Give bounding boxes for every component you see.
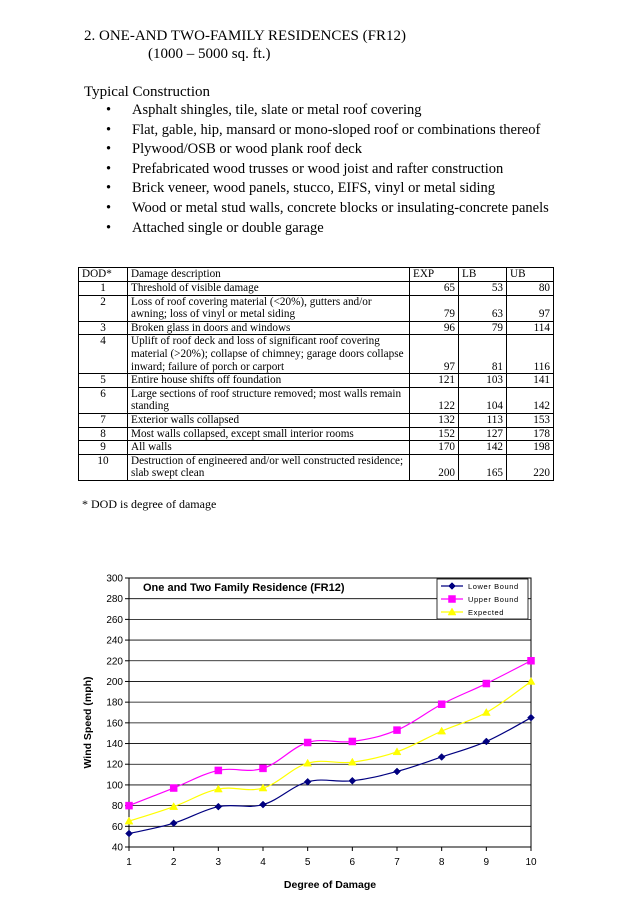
square-marker [483,680,490,687]
dod-cell: 9 [79,441,128,455]
list-item-text: Attached single or double garage [132,219,324,236]
y-tick-label: 80 [111,801,123,813]
exp-cell: 170 [410,441,459,455]
dod-cell: 1 [79,282,128,296]
lb-cell: 63 [459,295,507,321]
ub-cell: 178 [507,427,554,441]
description-cell: Destruction of engineered and/or well constructed residence; slab swept clean [128,454,410,480]
chart-title: One and Two Family Residence (FR12) [143,582,345,594]
lb-cell: 127 [459,427,507,441]
lb-cell: 113 [459,413,507,427]
table-row [79,282,554,296]
legend-label: Expected [468,608,505,617]
list-item [104,121,549,141]
x-axis-label: Degree of Damage [283,879,377,891]
dod-cell: 2 [79,295,128,321]
description-cell: Threshold of visible damage [128,282,410,296]
bullet-icon: • [106,102,112,118]
y-tick-label: 240 [106,635,123,647]
list-item-text: Asphalt shingles, tile, slate or metal roof covering [132,102,422,118]
diamond-marker [394,768,401,775]
ub-cell: 116 [507,335,554,374]
y-tick-label: 180 [106,697,123,709]
list-item-text: Prefabricated wood trusses or wood joist and rafter construction [132,160,504,177]
table-row [79,454,554,480]
list-item-text: Wood or metal stud walls, concrete blocks or insulating-concrete panels [132,199,549,216]
x-tick-label: 8 [438,857,445,868]
y-axis-label: Wind Speed (mph) [82,676,94,769]
table-row [79,387,554,413]
table-row [79,374,554,388]
exp-cell: 132 [410,413,459,427]
dod-cell: 3 [79,321,128,335]
square-marker [304,739,311,746]
ub-cell: 114 [507,321,554,335]
bullet-icon: • [106,121,112,138]
ub-cell: 153 [507,413,554,427]
y-tick-label: 100 [106,780,123,792]
diamond-marker [438,753,445,760]
description-cell: Loss of roof covering material (<20%), gutters and/or awning; loss of vinyl or metal siding [128,295,410,321]
square-marker [394,727,401,734]
diamond-marker [126,830,133,837]
wind-speed-chart [0,560,624,900]
exp-cell: 152 [410,427,459,441]
dod-cell: 10 [79,454,128,480]
ub-cell: 80 [507,282,554,296]
column-header-exp: EXP [410,268,459,282]
dod-cell: 8 [79,427,128,441]
square-marker [438,701,445,708]
exp-cell: 122 [410,387,459,413]
construction-heading: Typical Construction [84,84,211,100]
y-tick-label: 300 [106,573,123,585]
bullet-icon: • [106,180,112,197]
table-row [79,441,554,455]
chart-legend [437,579,528,619]
column-header-lb: LB [459,268,507,282]
list-item [104,160,549,180]
x-tick-label: 6 [349,857,356,868]
diamond-marker [260,801,267,808]
diamond-marker [528,714,535,721]
y-tick-label: 120 [106,759,123,771]
description-cell: Broken glass in doors and windows [128,321,410,335]
square-marker [126,802,133,809]
y-tick-label: 220 [106,656,123,668]
x-tick-label: 2 [170,857,177,868]
square-marker [215,767,222,774]
damage-table [78,267,554,481]
diamond-marker [215,803,222,810]
description-cell: Entire house shifts off foundation [128,374,410,388]
legend-label: Upper Bound [468,595,519,604]
ub-cell: 97 [507,295,554,321]
list-item [104,219,549,239]
page-title: 2. ONE-AND TWO-FAMILY RESIDENCES (FR12) [84,28,406,44]
column-header-description: Damage description [128,268,410,282]
square-marker [528,657,535,664]
x-tick-label: 5 [304,857,311,868]
x-tick-label: 9 [483,857,490,868]
series-lower-bound [126,714,535,837]
ub-cell: 141 [507,374,554,388]
list-item-text: Flat, gable, hip, mansard or mono-sloped roof or combinations thereof [132,121,541,138]
list-item-text: Plywood/OSB or wood plank roof deck [132,141,362,158]
exp-cell: 97 [410,335,459,374]
bullet-icon: • [106,160,112,177]
y-tick-label: 60 [111,821,123,833]
exp-cell: 96 [410,321,459,335]
dod-cell: 5 [79,374,128,388]
y-tick-label: 260 [106,614,123,626]
square-marker [449,596,456,603]
table-row [79,321,554,335]
column-header-ub: UB [507,268,554,282]
table-header-row [79,268,554,282]
list-item [104,140,549,160]
square-marker [349,738,356,745]
ub-cell: 142 [507,387,554,413]
series-line [129,718,531,834]
bullet-icon: • [106,141,112,158]
dod-cell: 7 [79,413,128,427]
exp-cell: 121 [410,374,459,388]
lb-cell: 165 [459,454,507,480]
description-cell: Exterior walls collapsed [128,413,410,427]
x-axis-ticks [126,847,537,868]
bullet-icon: • [106,199,112,216]
y-tick-label: 140 [106,739,123,751]
lb-cell: 79 [459,321,507,335]
construction-list [104,101,549,238]
legend-label: Lower Bound [468,582,519,591]
page-subtitle: (1000 – 5000 sq. ft.) [148,46,271,62]
description-cell: All walls [128,441,410,455]
series-expected [125,677,535,824]
bullet-icon: • [106,219,112,236]
legend-item [441,595,519,604]
x-tick-label: 3 [215,857,222,868]
triangle-marker [527,677,535,684]
y-tick-label: 160 [106,718,123,730]
y-tick-label: 200 [106,676,123,688]
list-item [104,199,549,219]
x-tick-label: 7 [394,857,400,868]
diamond-marker [170,820,177,827]
diamond-marker [349,777,356,784]
series-upper-bound [126,657,535,809]
x-tick-label: 4 [260,857,266,868]
description-cell: Uplift of roof deck and loss of significant roof covering material (>20%); collapse of chimney; garage doors collapse inward; failure of porch or carport [128,335,410,374]
column-header-dod: DOD* [79,268,128,282]
square-marker [170,785,177,792]
y-tick-label: 280 [106,594,123,606]
series-line [129,661,531,806]
table-row [79,295,554,321]
exp-cell: 65 [410,282,459,296]
lb-cell: 142 [459,441,507,455]
x-tick-label: 10 [525,857,537,868]
lb-cell: 103 [459,374,507,388]
ub-cell: 198 [507,441,554,455]
dod-cell: 4 [79,335,128,374]
square-marker [260,765,267,772]
diamond-marker [304,778,311,785]
lb-cell: 81 [459,335,507,374]
description-cell: Large sections of roof structure removed; most walls remain standing [128,387,410,413]
table-footnote: * DOD is degree of damage [82,497,217,511]
lb-cell: 104 [459,387,507,413]
ub-cell: 220 [507,454,554,480]
description-cell: Most walls collapsed, except small interior rooms [128,427,410,441]
exp-cell: 79 [410,295,459,321]
triangle-marker [438,727,446,734]
list-item [104,179,549,199]
table-row [79,335,554,374]
list-item-text: Brick veneer, wood panels, stucco, EIFS, vinyl or metal siding [132,180,496,197]
exp-cell: 200 [410,454,459,480]
y-axis-ticks [106,574,129,854]
list-item [104,101,549,121]
y-tick-label: 40 [111,842,123,854]
lb-cell: 53 [459,282,507,296]
table-row [79,413,554,427]
dod-cell: 6 [79,387,128,413]
chart-series [125,657,535,837]
triangle-marker [482,709,490,716]
table-row [79,427,554,441]
x-tick-label: 1 [126,857,132,868]
